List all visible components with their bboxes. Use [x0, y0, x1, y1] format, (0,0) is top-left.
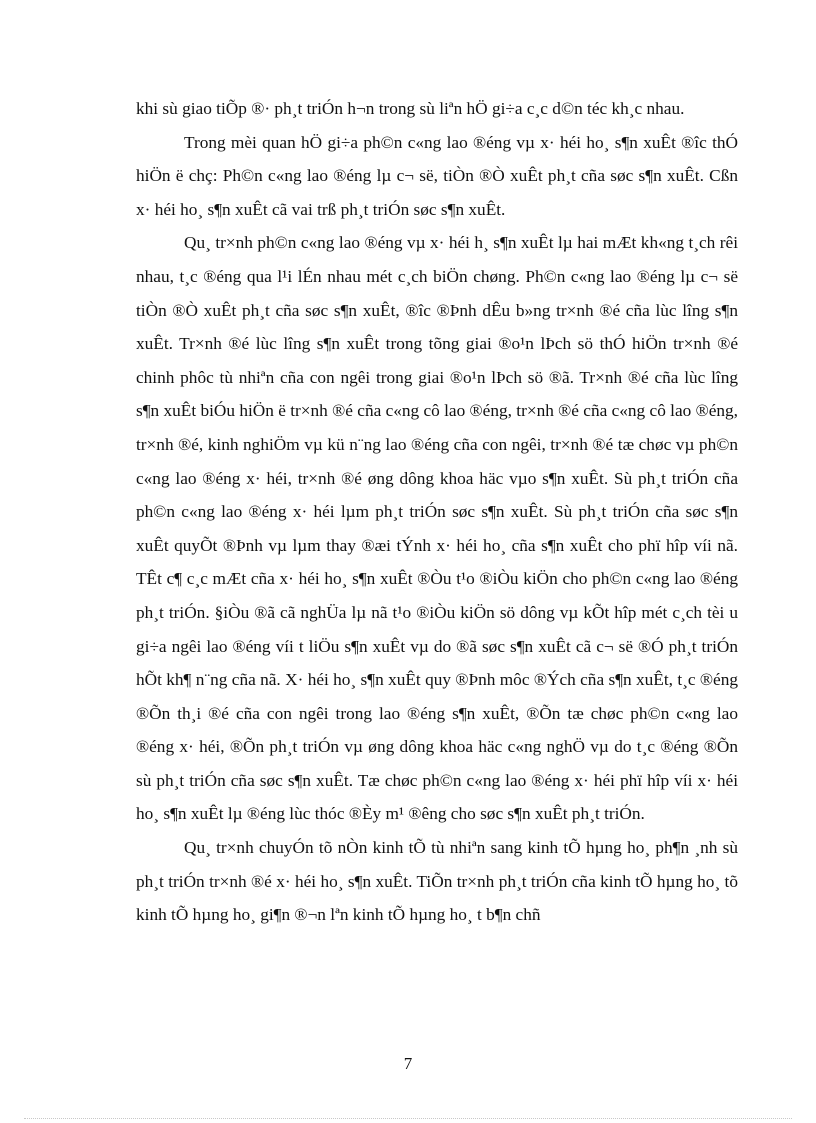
page-bottom-divider [24, 1118, 792, 1119]
paragraph-3: Qu¸ tr×nh ph©n c«ng lao ®éng vµ x· héi h¸ s¶n xuÊt lµ hai mÆt kh«ng t¸ch rêi nhau, t¸c ®éng qua l¹i lÉn nhau mét c¸ch biÖn chøng. Ph©n c«ng lao ®éng lµ c¬ së tiÒn ®Ò xuÊt ph¸t cña søc s¶n xuÊt, ®îc ®Þnh dÊu b»ng tr×nh ®é cña lùc lîng s¶n xuÊt. Tr×nh ®é lùc lîng s¶n xuÊt trong tõng giai ®o¹n lÞch sö thÓ hiÖn tr×nh ®é chinh phôc tù nhiªn cña con ngêi trong giai ®o¹n lÞch sö ®ã. Tr×nh ®é cña lùc lîng s¶n xuÊt biÓu hiÖn ë tr×nh ®é cña c«ng cô lao ®éng, tr×nh ®é cña c«ng cô lao ®éng, tr×nh ®é, kinh nghiÖm vµ kü n¨ng lao ®éng cña con ngêi, tr×nh ®é tæ chøc vµ ph©n c«ng lao ®éng x· héi, tr×nh ®é øng dông khoa häc vµo s¶n xuÊt. Sù ph¸t triÓn cña ph©n c«ng lao ®éng x· héi lµm ph¸t triÓn søc s¶n xuÊt. Sù ph¸t triÓn cña søc s¶n xuÊt quyÕt ®Þnh vµ lµm thay ®æi tÝnh x· héi ho¸ cña s¶n xuÊt cho phï hîp víi nã. TÊt c¶ c¸c mÆt cña x· héi ho¸ s¶n xuÊt ®Òu t¹o ®iÒu kiÖn cho ph©n c«ng lao ®éng ph¸t triÓn. §iÒu ®ã cã nghÜa lµ nã t¹o ®iÒu kiÖn sö dông vµ kÕt hîp mét c¸ch tèi u gi÷a ngêi lao ®éng víi t liÖu s¶n xuÊt vµ do ®ã søc s¶n xuÊt cã c¬ së ®Ó ph¸t triÓn hÕt kh¶ n¨ng cña nã. X· héi ho¸ s¶n xuÊt quy ®Þnh môc ®Ých cña s¶n xuÊt, t¸c ®éng ®Õn th¸i ®é cña con ngêi trong lao ®éng s¶n xuÊt, ®Õn tæ chøc ph©n c«ng lao ®éng x· héi, ®Õn ph¸t triÓn vµ øng dông khoa häc c«ng nghÖ vµ do t¸c ®éng ®Õn sù ph¸t triÓn cña søc s¶n xuÊt. Tæ chøc ph©n c«ng lao ®éng x· héi phï hîp víi x· héi ho¸ s¶n xuÊt lµ ®éng lùc thóc ®Èy m¹ ®êng cho søc s¶n xuÊt ph¸t triÓn. [136, 233, 738, 824]
paragraph-2: Trong mèi quan hÖ gi÷a ph©n c«ng lao ®éng vµ x· héi ho¸ s¶n xuÊt ®îc thÓ hiÖn ë chç: Ph©n c«ng lao ®éng lµ c¬ së, tiÒn ®Ò xuÊt ph¸t cña søc s¶n xuÊt. Cßn x· héi ho¸ s¶n xuÊt cã vai trß ph¸t triÓn søc s¶n xuÊt. [136, 132, 738, 219]
page-number: 7 [403, 1054, 413, 1073]
body-text [136, 92, 738, 932]
paragraph-4: Qu¸ tr×nh chuyÓn tõ nÒn kinh tÕ tù nhiªn sang kinh tÕ hµng ho¸ ph¶n ¸nh sù ph¸t triÓn tr×nh ®é x· héi ho¸ s¶n xuÊt. TiÕn tr×nh ph¸t triÓn cña kinh tÕ hµng ho¸ tõ kinh tÕ hµng ho¸ gi¶n ®¬n lªn kinh tÕ hµng ho¸ t b¶n chñ [136, 838, 738, 925]
paragraph-1: khi sù giao tiÕp ®· ph¸t triÓn h¬n trong sù liªn hÖ gi÷a c¸c d©n téc kh¸c nhau. [136, 99, 685, 118]
